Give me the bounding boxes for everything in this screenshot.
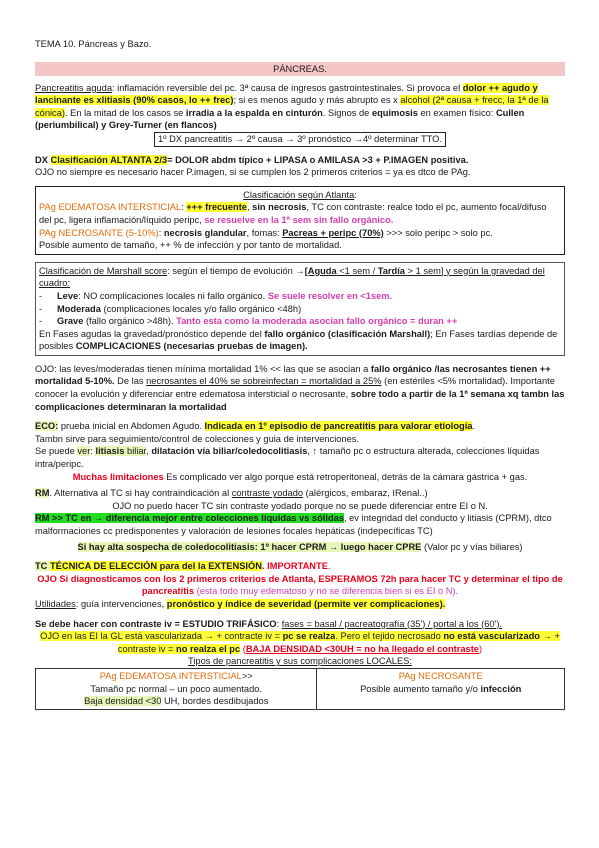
text: , ↑ tamaño pc o estructura alterada, colecciones líquidas intra/peripc. [35,446,540,470]
eco-limitations [35,471,565,484]
highlight-no-vascularizado: no está vascularizado [443,631,540,642]
spacer [35,413,565,420]
marshall-item-grave: - Grave (fallo orgánico >48h). Tanto esta como la moderada asocian fallo orgánico = duran ++ [39,316,458,327]
text: ; si es menos agudo y más abrupto es x [233,95,401,106]
rm-note: OJO no puedo hacer TC sin contraste yodado porque no se puede diferenciar entre EI o N. [112,500,488,511]
text: (en estériles <5% mortalidad). Importante conocer la evolución y diferenciar entre edematosa intersticial o necrosante, [35,376,555,400]
table-head-edematosa: PAg EDEMATOSA INTERSTICIAL [99,670,242,681]
dx-steps-box: 1º DX pancreatitis → 2º causa → 3º pronóstico →4º determinar TTO. [154,132,446,147]
highlight-pc-realza: pc se realza [282,631,336,642]
bold-aguda: [Aguda [304,265,337,276]
underline-sobreinfectan: necrosantes el 40% se sobreinfectan = mortalidad a 25% [146,376,382,387]
highlight-pronostico: pronóstico y índice de severidad (permite ver complicaciones). [166,598,446,609]
text: : [90,446,96,457]
atlanta-title [39,189,561,202]
text: : NO complicaciones locales ni fallo orgánico. [78,290,268,301]
bold-complicaciones: COMPLICACIONES (necesarias pruebas de imagen). [75,341,308,352]
highlight-contraste: → + contraste iv = [117,631,560,654]
bold-dilatacion: dilatación vía biliar/coledocolitiasis [151,446,308,457]
pink-grave-note: Tanto esta como la moderada asocian fallo orgánico = duran ++ [176,316,458,327]
text: Posible aumento tamaño y/o [360,683,481,694]
table-edematosa-line1: Tamaño pc normal – un poco aumentado. [90,683,263,694]
bold-necrosis-glandular: necrosis glandular [163,227,247,238]
underline-fases: fases = basal / pacreatografía (35') / portal a los (60'). [281,618,503,629]
text: En Fases agudas la gravedad/pronóstico depende del [39,328,265,339]
highlight-ver: ver [77,446,91,457]
highlight-atlanta: Clasificación ALTANTA 2/3 [50,154,168,165]
text: De las [114,376,147,387]
rm-intro [35,487,565,500]
eco-intro [35,420,565,433]
red-importante: . IMPORTANTE [261,561,328,572]
text: <1 sem / [336,265,378,276]
table-row [36,668,565,709]
bold-fallo-organico: fallo orgánico (clasificación Marshall) [264,328,431,339]
text: en examen físico: [417,107,496,118]
bold-mortality: fallo orgánico /las necrosantes tienen ++ mortalidad 5-10%. [35,363,551,387]
highlight-litiasis-eco: litiasis [95,446,125,457]
text: ( [240,643,246,654]
highlight-tejido-necrosado: . Pero el tejido necrosado [335,631,444,642]
label-necrosante: PAg NECROSANTE (5-10%) [39,227,159,238]
spacer [35,611,565,618]
highlight-ei-vascular: OJO en las EI la GL está vascularizada → + contracte iv = [40,631,283,642]
atlanta-title-text: Clasificación según Atlanta [243,189,355,200]
text: (fallo orgánico >48h). [83,316,177,327]
highlight-baja-densidad: Baja densidad <30 [84,696,162,707]
text: (Valor pc y vías biliares) [421,541,523,552]
bold-sin-necrosis: sin necrosis [252,202,307,213]
text: , ev integridad del conducto y litiasis (CPRM), dtco malformaciones cc predisponentes y valoración de lesiones focales hepáticas (indepecíficas TC) [35,513,552,536]
marshall-classification-box [35,262,565,356]
rm-cprm [35,541,565,554]
text: > 1 sem] y según la gravedad del cuadro: [39,265,545,289]
text: ; En Fases tardías depende de posibles [39,328,558,352]
table-caption: Tipos de pancreatitis y sus complicaciones LOCALES: [188,656,412,667]
contrast-explanation [35,630,565,655]
highlight-no-realza: no realza el pc [176,643,241,654]
dx-box-wrapper [35,132,565,147]
table-cell-edematosa [36,668,317,709]
atlanta-necrosante-note: Posible aumento de tamaño, ++ % de infección y por tanto de mortalidad. [39,240,342,251]
spacer [35,255,565,262]
text: . Signos de [322,107,372,118]
pink-leve-note: Se suele resolver en <1sem. [267,290,393,301]
term-pancreatitis-aguda: Pancreatitis aguda [35,82,113,93]
text: ) [478,643,483,654]
spacer [35,179,565,186]
bold-trifasico: Se debe hacer con contraste iv = ESTUDIO TRIFÁSICO [35,618,277,629]
dx-atlanta [35,154,565,167]
label-grave: Grave [57,316,84,327]
bold-infeccion: infección [480,683,522,694]
underline-contraste-yodado: contraste yodado [231,488,304,499]
rm-section [35,487,565,553]
text: . [327,561,331,572]
text: : según el tiempo de evolución → [167,265,305,276]
marshall-item-moderada: - Moderada (complicaciones locales y/o fallo orgánico <48h) [39,303,302,314]
highlight-rm-vs-tc: RM >> TC en → diferencia mejor entre colecciones líquidas vs sólidas [35,513,344,524]
doc-title: TEMA 10. Páncreas y Bazo. [35,39,152,49]
dx-label: DX [35,154,51,165]
dx-note: OJO no siempre es necesario hacer P.imagen, si se cumplen los 2 primeros criterios = ya es dtco de PAg. [35,167,471,178]
bold-cullen: Cullen (periumbilical) y Grey-Turner (en flancos) [35,107,525,131]
highlight-frecuente: +++ frecuente [186,202,247,213]
text: (complicaciones locales y/o fallo orgánico <48h) [100,303,302,314]
eco-follow-up: Tambn sirve para seguimiento/control de colecciones y guia de intervenciones. [35,433,360,444]
highlight-alcohol: alcohol (2ª causa + frecc, la 1ª de la cónica) [35,95,549,118]
red-esperamos: OJO Si diagnosticamos con los 2 primeros criterios de Atlanta, ESPERAMOS 72h para hacer TC y determinar el tipo de pancreatitis [37,573,563,597]
tc-section [35,560,565,610]
text: , [146,446,152,457]
spacer [35,356,565,363]
marshall-title: Clasificación de Marshall score [39,265,168,276]
contrast-trifasico [35,618,565,631]
text: Es complicado ver algo porque está retroperitoneal, detrás de la cámara gástrica + gas. [163,471,528,482]
text: , TC con contraste: realce todo el pc, aumento focal/difuso del pc, ligera inflamación/líquido peripc, [39,202,547,225]
red-baja-densidad: BAJA DENSIDAD <30UH = no ha llegado el contraste [245,643,479,654]
atlanta-classification-box [35,186,565,255]
text: : inflamación reversible del pc. 3ª causa de ingresos gastrointestinales. Si provoca el [112,82,463,93]
label-rm: RM [35,488,50,499]
text: OJO: las leves/moderadas tienen mínima mortalidad 1% << las que se asocian a [35,363,371,374]
highlight-biliar: biliar [124,446,147,457]
text: : [354,189,357,200]
bold-equimosis: equimosis [371,107,418,118]
spacer [35,553,565,560]
red-limitaciones: Muchas limitaciones [72,471,164,482]
table-head-necrosante: PAg NECROSANTE [398,670,483,681]
text: >>> solo peripc > solo pc. [383,227,493,238]
pink-edematoso: (esta todo muy edematoso y no se diferencia bien si es EI o N). [194,586,459,597]
pancreatitis-definition [35,82,565,132]
text: , [246,202,253,213]
text: : [158,227,164,238]
text: UH, bordes desdibujados [161,696,269,707]
highlight-cprm: Si hay alta sospecha de coledocolitiasis: 1º hacer CPRM → luego hacer CPRE [77,541,422,552]
label-leve: Leve [57,290,79,301]
complications-table [35,668,565,710]
atlanta-criteria: = DOLOR abdm típico + LIPASA o AMILASA >3 + P.IMAGEN positiva. [167,154,469,165]
tc-utilities [35,598,565,611]
highlight-tc-eleccion: TÉCNICA DE ELECCIÓN para del la EXTENSIÓN [49,561,262,572]
text: >> [241,670,253,681]
text: prueba inicial en Abdomen Agudo. [58,421,205,432]
section-header-pancreas: PÁNCREAS. [35,62,565,76]
pink-resuelve: se resuelve en la 1ª sem sin fallo orgánico. [204,214,394,225]
underline-utilidades: Utilidades [35,598,76,609]
label-moderada: Moderada [57,303,101,314]
marshall-intro [39,265,561,290]
text: . En la mitad de los casos se [64,107,186,118]
text: . Alternativa al TC si hay contraindicación al [49,488,232,499]
mortality-paragraph [35,363,565,413]
text: : guía intervenciones, [75,598,167,609]
highlight-eco-indicada: Indicada en 1º episodio de pancreatitis para valorar etiología [204,421,473,432]
bold-pancreas-peripc: Pacreas + peripc (70%) [282,227,384,238]
spacer [35,147,565,154]
text: (alérgicos, embaraz, IRenal..) [303,488,428,499]
bold-tardia: Tardía [377,265,405,276]
text: : [181,202,187,213]
highlight-litiasis: dolor ++ agudo y lancinante es xlitiasis (90% casos, lo ++ frec) [35,82,538,106]
atlanta-necrosante [39,227,561,240]
atlanta-edematosa [39,201,561,226]
document-page [35,38,565,710]
rm-vs-tc [35,512,565,537]
label-tc: TC [35,561,50,572]
text: , fomas: [246,227,283,238]
tc-intro [35,560,565,573]
marshall-phases [39,328,561,353]
text: . [472,421,476,432]
text: : [276,618,282,629]
bold-irradia: irradia a la espalda en cinturón [185,107,323,118]
label-eco: ECO: [35,421,59,432]
text: Se puede [35,446,78,457]
contrast-section [35,618,565,656]
eco-findings [35,445,565,470]
marshall-item-leve: - Leve: NO complicaciones locales ni fallo orgánico. Se suele resolver en <1sem. [39,290,393,301]
bold-primera-semana: sobre todo a partir de la 1ª semana xq tambn las complicaciones determinaran la mortalidad [35,389,565,412]
eco-section [35,420,565,483]
table-cell-necrosante [317,668,565,709]
tc-wait [35,573,565,598]
label-edematosa: PAg EDEMATOSA INTERSTICIAL [39,202,182,213]
